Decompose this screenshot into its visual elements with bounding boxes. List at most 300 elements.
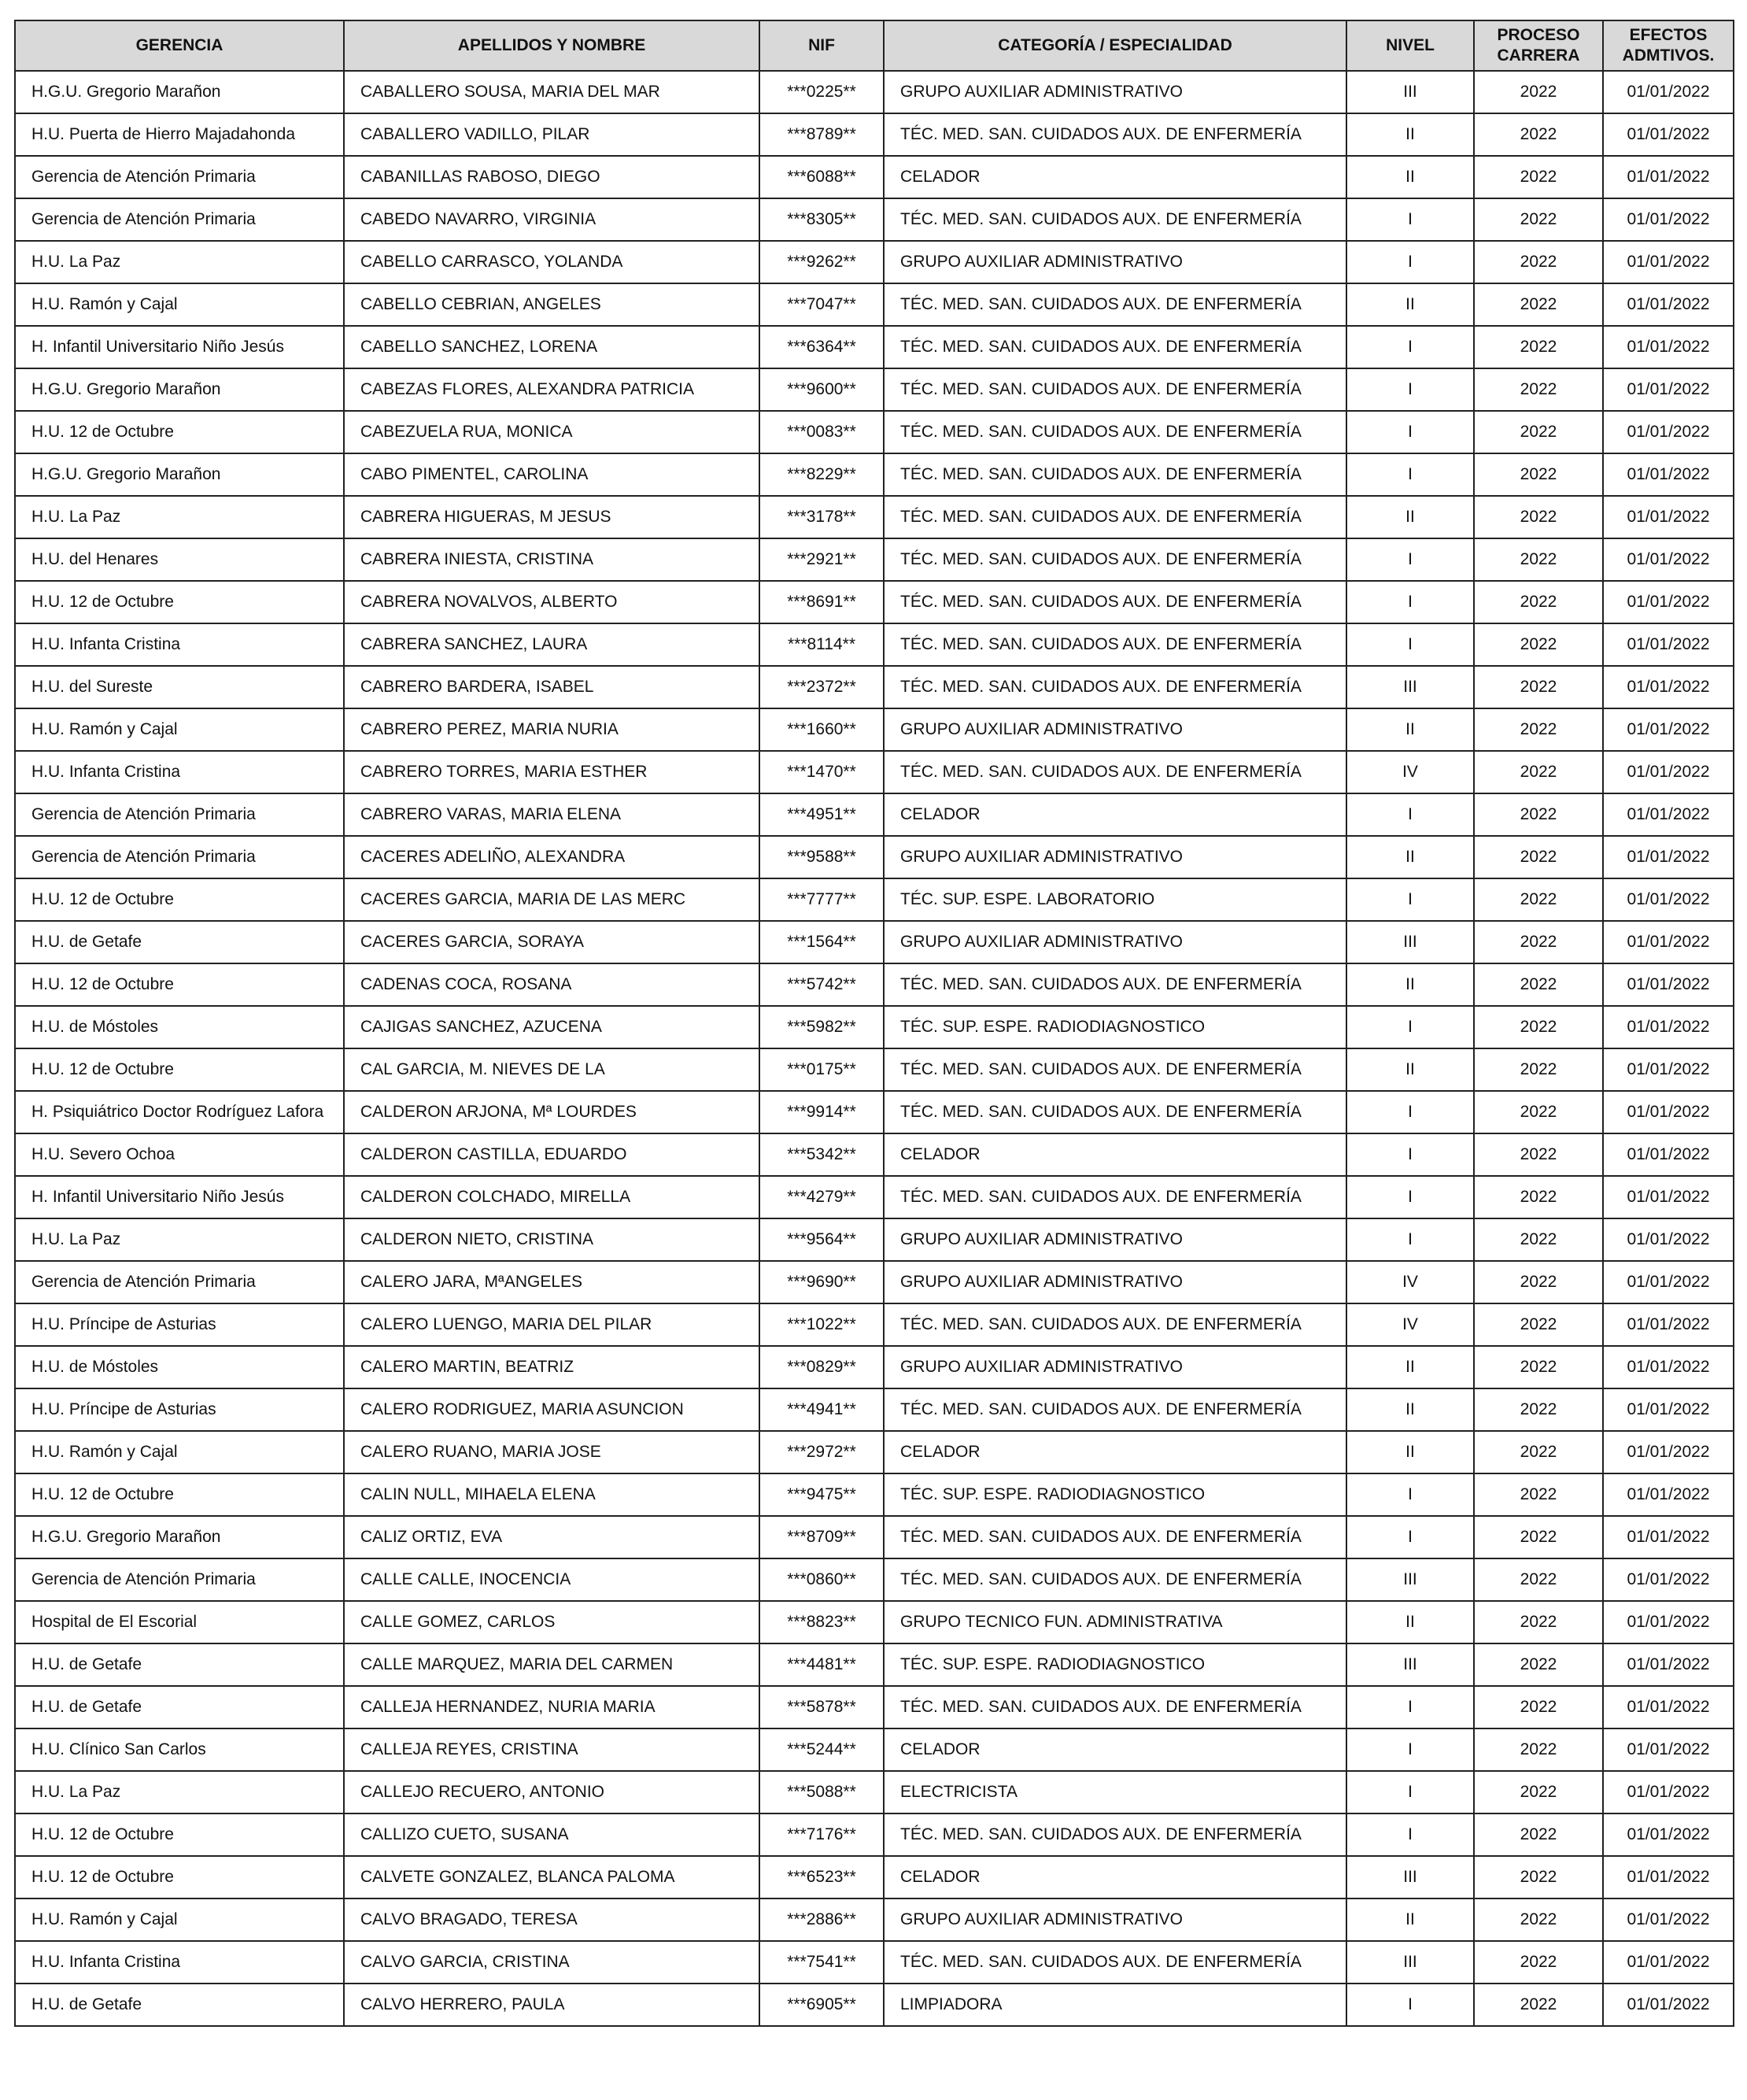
cell-proceso: 2022 <box>1474 411 1603 453</box>
cell-nombre: CABANILLAS RABOSO, DIEGO <box>344 156 759 198</box>
table-row <box>15 326 1734 368</box>
cell-proceso: 2022 <box>1474 1261 1603 1303</box>
cell-efectos: 01/01/2022 <box>1603 623 1734 666</box>
cell-proceso: 2022 <box>1474 1006 1603 1048</box>
table-row <box>15 156 1734 198</box>
cell-nif: ***2972** <box>759 1431 884 1473</box>
cell-nivel: II <box>1346 113 1474 156</box>
table-row <box>15 1091 1734 1133</box>
cell-proceso: 2022 <box>1474 241 1603 283</box>
cell-proceso: 2022 <box>1474 1856 1603 1899</box>
cell-nif: ***4951** <box>759 793 884 836</box>
table-row <box>15 1346 1734 1388</box>
cell-nivel: II <box>1346 1388 1474 1431</box>
cell-proceso: 2022 <box>1474 666 1603 708</box>
table-row <box>15 496 1734 538</box>
cell-nombre: CALERO RUANO, MARIA JOSE <box>344 1431 759 1473</box>
cell-nivel: I <box>1346 878 1474 921</box>
cell-gerencia: H.U. 12 de Octubre <box>15 1813 344 1856</box>
cell-efectos: 01/01/2022 <box>1603 241 1734 283</box>
cell-nombre: CALERO LUENGO, MARIA DEL PILAR <box>344 1303 759 1346</box>
cell-nombre: CABEDO NAVARRO, VIRGINIA <box>344 198 759 241</box>
cell-gerencia: H.U. Infanta Cristina <box>15 623 344 666</box>
cell-proceso: 2022 <box>1474 496 1603 538</box>
cell-nif: ***8229** <box>759 453 884 496</box>
cell-nif: ***8709** <box>759 1516 884 1558</box>
cell-proceso: 2022 <box>1474 453 1603 496</box>
cell-nif: ***5742** <box>759 963 884 1006</box>
cell-nivel: II <box>1346 1346 1474 1388</box>
table-body <box>15 71 1734 2026</box>
cell-nombre: CALVETE GONZALEZ, BLANCA PALOMA <box>344 1856 759 1899</box>
header-categoria: CATEGORÍA / ESPECIALIDAD <box>884 20 1346 71</box>
cell-categoria: GRUPO AUXILIAR ADMINISTRATIVO <box>884 1218 1346 1261</box>
cell-nif: ***8691** <box>759 581 884 623</box>
cell-efectos: 01/01/2022 <box>1603 1941 1734 1984</box>
cell-nivel: I <box>1346 411 1474 453</box>
cell-gerencia: H.U. 12 de Octubre <box>15 581 344 623</box>
cell-nombre: CALERO MARTIN, BEATRIZ <box>344 1346 759 1388</box>
cell-efectos: 01/01/2022 <box>1603 666 1734 708</box>
cell-proceso: 2022 <box>1474 1771 1603 1813</box>
cell-nombre: CABRERA NOVALVOS, ALBERTO <box>344 581 759 623</box>
cell-nivel: I <box>1346 1133 1474 1176</box>
table-row <box>15 1133 1734 1176</box>
cell-gerencia: H.U. de Getafe <box>15 1686 344 1728</box>
cell-nombre: CALLEJA HERNANDEZ, NURIA MARIA <box>344 1686 759 1728</box>
cell-nivel: III <box>1346 1643 1474 1686</box>
cell-proceso: 2022 <box>1474 1473 1603 1516</box>
header-nif: NIF <box>759 20 884 71</box>
cell-efectos: 01/01/2022 <box>1603 1006 1734 1048</box>
cell-nombre: CABRERO BARDERA, ISABEL <box>344 666 759 708</box>
header-efectos: EFECTOS ADMTIVOS. <box>1603 20 1734 71</box>
cell-categoria: TÉC. MED. SAN. CUIDADOS AUX. DE ENFERMERÍA <box>884 1091 1346 1133</box>
cell-efectos: 01/01/2022 <box>1603 453 1734 496</box>
cell-proceso: 2022 <box>1474 878 1603 921</box>
cell-categoria: TÉC. SUP. ESPE. LABORATORIO <box>884 878 1346 921</box>
table-row <box>15 113 1734 156</box>
cell-proceso: 2022 <box>1474 326 1603 368</box>
cell-proceso: 2022 <box>1474 538 1603 581</box>
cell-nombre: CABO PIMENTEL, CAROLINA <box>344 453 759 496</box>
cell-categoria: GRUPO AUXILIAR ADMINISTRATIVO <box>884 1261 1346 1303</box>
cell-nivel: II <box>1346 496 1474 538</box>
cell-nivel: I <box>1346 1984 1474 2026</box>
cell-nivel: II <box>1346 708 1474 751</box>
cell-nombre: CABRERA SANCHEZ, LAURA <box>344 623 759 666</box>
cell-categoria: CELADOR <box>884 1728 1346 1771</box>
cell-efectos: 01/01/2022 <box>1603 793 1734 836</box>
cell-nif: ***9588** <box>759 836 884 878</box>
cell-efectos: 01/01/2022 <box>1603 538 1734 581</box>
header-nombre: APELLIDOS Y NOMBRE <box>344 20 759 71</box>
cell-nivel: I <box>1346 198 1474 241</box>
cell-efectos: 01/01/2022 <box>1603 1176 1734 1218</box>
cell-gerencia: H. Psiquiátrico Doctor Rodríguez Lafora <box>15 1091 344 1133</box>
cell-nivel: IV <box>1346 1261 1474 1303</box>
cell-nombre: CABRERO VARAS, MARIA ELENA <box>344 793 759 836</box>
cell-nombre: CALVO GARCIA, CRISTINA <box>344 1941 759 1984</box>
cell-categoria: TÉC. MED. SAN. CUIDADOS AUX. DE ENFERMERÍA <box>884 1516 1346 1558</box>
table-row <box>15 751 1734 793</box>
cell-gerencia: H.U. Ramón y Cajal <box>15 1899 344 1941</box>
cell-efectos: 01/01/2022 <box>1603 836 1734 878</box>
cell-nivel: I <box>1346 241 1474 283</box>
cell-nif: ***1564** <box>759 921 884 963</box>
table-row <box>15 878 1734 921</box>
cell-proceso: 2022 <box>1474 1941 1603 1984</box>
cell-efectos: 01/01/2022 <box>1603 581 1734 623</box>
cell-nivel: III <box>1346 71 1474 113</box>
cell-categoria: TÉC. MED. SAN. CUIDADOS AUX. DE ENFERMERÍA <box>884 496 1346 538</box>
table-row <box>15 708 1734 751</box>
table-row <box>15 1176 1734 1218</box>
cell-proceso: 2022 <box>1474 156 1603 198</box>
cell-efectos: 01/01/2022 <box>1603 411 1734 453</box>
cell-categoria: TÉC. MED. SAN. CUIDADOS AUX. DE ENFERMERÍA <box>884 963 1346 1006</box>
cell-categoria: GRUPO TECNICO FUN. ADMINISTRATIVA <box>884 1601 1346 1643</box>
cell-categoria: GRUPO AUXILIAR ADMINISTRATIVO <box>884 921 1346 963</box>
cell-nivel: II <box>1346 1048 1474 1091</box>
cell-nombre: CABRERA INIESTA, CRISTINA <box>344 538 759 581</box>
cell-nif: ***0225** <box>759 71 884 113</box>
cell-gerencia: Hospital de El Escorial <box>15 1601 344 1643</box>
cell-categoria: CELADOR <box>884 1431 1346 1473</box>
cell-categoria: TÉC. MED. SAN. CUIDADOS AUX. DE ENFERMERÍA <box>884 581 1346 623</box>
cell-gerencia: H.U. de Getafe <box>15 1984 344 2026</box>
cell-nivel: I <box>1346 1218 1474 1261</box>
cell-nif: ***9262** <box>759 241 884 283</box>
table-row <box>15 1218 1734 1261</box>
cell-gerencia: Gerencia de Atención Primaria <box>15 836 344 878</box>
cell-gerencia: Gerencia de Atención Primaria <box>15 198 344 241</box>
cell-nivel: III <box>1346 1941 1474 1984</box>
cell-proceso: 2022 <box>1474 113 1603 156</box>
cell-nivel: I <box>1346 1771 1474 1813</box>
cell-proceso: 2022 <box>1474 1558 1603 1601</box>
cell-gerencia: H.U. del Henares <box>15 538 344 581</box>
cell-categoria: CELADOR <box>884 793 1346 836</box>
table-row <box>15 1516 1734 1558</box>
cell-categoria: TÉC. MED. SAN. CUIDADOS AUX. DE ENFERMERÍA <box>884 1558 1346 1601</box>
cell-nif: ***5342** <box>759 1133 884 1176</box>
cell-nif: ***6364** <box>759 326 884 368</box>
cell-efectos: 01/01/2022 <box>1603 198 1734 241</box>
table-row <box>15 1771 1734 1813</box>
cell-categoria: GRUPO AUXILIAR ADMINISTRATIVO <box>884 836 1346 878</box>
cell-efectos: 01/01/2022 <box>1603 1643 1734 1686</box>
cell-nif: ***5878** <box>759 1686 884 1728</box>
cell-efectos: 01/01/2022 <box>1603 1473 1734 1516</box>
cell-nombre: CABRERA HIGUERAS, M JESUS <box>344 496 759 538</box>
cell-proceso: 2022 <box>1474 1813 1603 1856</box>
cell-gerencia: H.U. de Móstoles <box>15 1346 344 1388</box>
header-proceso: PROCESO CARRERA <box>1474 20 1603 71</box>
cell-nombre: CALLE GOMEZ, CARLOS <box>344 1601 759 1643</box>
cell-nivel: IV <box>1346 751 1474 793</box>
cell-nif: ***9564** <box>759 1218 884 1261</box>
table-row <box>15 666 1734 708</box>
cell-nivel: I <box>1346 1728 1474 1771</box>
cell-nivel: I <box>1346 1006 1474 1048</box>
cell-nif: ***9914** <box>759 1091 884 1133</box>
table-row <box>15 1431 1734 1473</box>
cell-nivel: III <box>1346 1856 1474 1899</box>
cell-proceso: 2022 <box>1474 1601 1603 1643</box>
cell-nif: ***5088** <box>759 1771 884 1813</box>
table-row <box>15 1856 1734 1899</box>
cell-nombre: CALVO BRAGADO, TERESA <box>344 1899 759 1941</box>
cell-nif: ***5244** <box>759 1728 884 1771</box>
cell-nombre: CABRERO PEREZ, MARIA NURIA <box>344 708 759 751</box>
cell-nombre: CAJIGAS SANCHEZ, AZUCENA <box>344 1006 759 1048</box>
cell-categoria: TÉC. MED. SAN. CUIDADOS AUX. DE ENFERMERÍA <box>884 1303 1346 1346</box>
cell-proceso: 2022 <box>1474 1303 1603 1346</box>
cell-gerencia: H.U. Severo Ochoa <box>15 1133 344 1176</box>
cell-nif: ***0175** <box>759 1048 884 1091</box>
cell-efectos: 01/01/2022 <box>1603 283 1734 326</box>
table-row <box>15 963 1734 1006</box>
cell-nivel: I <box>1346 1516 1474 1558</box>
cell-gerencia: H.U. La Paz <box>15 496 344 538</box>
cell-nivel: I <box>1346 1686 1474 1728</box>
cell-nif: ***2372** <box>759 666 884 708</box>
cell-nif: ***9475** <box>759 1473 884 1516</box>
cell-nif: ***5982** <box>759 1006 884 1048</box>
cell-nif: ***8789** <box>759 113 884 156</box>
cell-nombre: CABALLERO SOUSA, MARIA DEL MAR <box>344 71 759 113</box>
cell-nivel: III <box>1346 1558 1474 1601</box>
cell-gerencia: Gerencia de Atención Primaria <box>15 1558 344 1601</box>
cell-nombre: CABELLO SANCHEZ, LORENA <box>344 326 759 368</box>
cell-nombre: CALDERON NIETO, CRISTINA <box>344 1218 759 1261</box>
cell-categoria: TÉC. MED. SAN. CUIDADOS AUX. DE ENFERMERÍA <box>884 1388 1346 1431</box>
cell-categoria: CELADOR <box>884 1133 1346 1176</box>
cell-nombre: CALLEJA REYES, CRISTINA <box>344 1728 759 1771</box>
table-row <box>15 623 1734 666</box>
cell-gerencia: H.U. Clínico San Carlos <box>15 1728 344 1771</box>
cell-categoria: TÉC. MED. SAN. CUIDADOS AUX. DE ENFERMERÍA <box>884 1941 1346 1984</box>
cell-gerencia: H.U. La Paz <box>15 1218 344 1261</box>
cell-proceso: 2022 <box>1474 1048 1603 1091</box>
cell-categoria: TÉC. SUP. ESPE. RADIODIAGNOSTICO <box>884 1643 1346 1686</box>
table-row <box>15 1728 1734 1771</box>
cell-categoria: GRUPO AUXILIAR ADMINISTRATIVO <box>884 708 1346 751</box>
cell-categoria: ELECTRICISTA <box>884 1771 1346 1813</box>
cell-nivel: III <box>1346 921 1474 963</box>
cell-categoria: TÉC. MED. SAN. CUIDADOS AUX. DE ENFERMERÍA <box>884 283 1346 326</box>
cell-proceso: 2022 <box>1474 1728 1603 1771</box>
cell-nif: ***2921** <box>759 538 884 581</box>
cell-nivel: I <box>1346 368 1474 411</box>
cell-categoria: TÉC. SUP. ESPE. RADIODIAGNOSTICO <box>884 1006 1346 1048</box>
cell-nif: ***4279** <box>759 1176 884 1218</box>
cell-nombre: CABEZAS FLORES, ALEXANDRA PATRICIA <box>344 368 759 411</box>
cell-efectos: 01/01/2022 <box>1603 1899 1734 1941</box>
cell-gerencia: H.U. Infanta Cristina <box>15 751 344 793</box>
cell-efectos: 01/01/2022 <box>1603 368 1734 411</box>
cell-efectos: 01/01/2022 <box>1603 1813 1734 1856</box>
header-row <box>15 20 1734 71</box>
cell-nivel: I <box>1346 1091 1474 1133</box>
cell-nivel: I <box>1346 453 1474 496</box>
table-row <box>15 283 1734 326</box>
cell-proceso: 2022 <box>1474 1431 1603 1473</box>
table-row <box>15 581 1734 623</box>
table-row <box>15 1048 1734 1091</box>
cell-proceso: 2022 <box>1474 623 1603 666</box>
cell-nombre: CACERES GARCIA, MARIA DE LAS MERC <box>344 878 759 921</box>
cell-categoria: TÉC. MED. SAN. CUIDADOS AUX. DE ENFERMERÍA <box>884 538 1346 581</box>
cell-proceso: 2022 <box>1474 963 1603 1006</box>
table-row <box>15 1984 1734 2026</box>
cell-nivel: I <box>1346 1176 1474 1218</box>
table-row <box>15 1601 1734 1643</box>
cell-categoria: TÉC. MED. SAN. CUIDADOS AUX. DE ENFERMERÍA <box>884 113 1346 156</box>
table-row <box>15 453 1734 496</box>
table-row <box>15 1686 1734 1728</box>
cell-nombre: CALDERON ARJONA, Mª LOURDES <box>344 1091 759 1133</box>
cell-gerencia: H.U. 12 de Octubre <box>15 963 344 1006</box>
cell-efectos: 01/01/2022 <box>1603 1346 1734 1388</box>
cell-proceso: 2022 <box>1474 708 1603 751</box>
table-row <box>15 368 1734 411</box>
cell-efectos: 01/01/2022 <box>1603 1261 1734 1303</box>
table-row <box>15 538 1734 581</box>
cell-efectos: 01/01/2022 <box>1603 878 1734 921</box>
cell-categoria: LIMPIADORA <box>884 1984 1346 2026</box>
header-nivel: NIVEL <box>1346 20 1474 71</box>
cell-nif: ***9690** <box>759 1261 884 1303</box>
cell-nombre: CABEZUELA RUA, MONICA <box>344 411 759 453</box>
cell-proceso: 2022 <box>1474 581 1603 623</box>
cell-gerencia: H.U. Infanta Cristina <box>15 1941 344 1984</box>
cell-categoria: TÉC. MED. SAN. CUIDADOS AUX. DE ENFERMERÍA <box>884 666 1346 708</box>
table-row <box>15 1899 1734 1941</box>
table-row <box>15 1941 1734 1984</box>
cell-nombre: CALLE MARQUEZ, MARIA DEL CARMEN <box>344 1643 759 1686</box>
cell-gerencia: H.U. 12 de Octubre <box>15 411 344 453</box>
cell-proceso: 2022 <box>1474 283 1603 326</box>
cell-categoria: TÉC. MED. SAN. CUIDADOS AUX. DE ENFERMERÍA <box>884 623 1346 666</box>
cell-nombre: CALVO HERRERO, PAULA <box>344 1984 759 2026</box>
cell-nif: ***4941** <box>759 1388 884 1431</box>
cell-proceso: 2022 <box>1474 71 1603 113</box>
cell-efectos: 01/01/2022 <box>1603 1303 1734 1346</box>
cell-categoria: TÉC. MED. SAN. CUIDADOS AUX. DE ENFERMERÍA <box>884 368 1346 411</box>
cell-nivel: I <box>1346 1813 1474 1856</box>
staff-table <box>14 20 1734 2027</box>
cell-categoria: GRUPO AUXILIAR ADMINISTRATIVO <box>884 241 1346 283</box>
document-page <box>14 20 1734 2027</box>
cell-gerencia: H.G.U. Gregorio Marañon <box>15 1516 344 1558</box>
cell-nombre: CABELLO CEBRIAN, ANGELES <box>344 283 759 326</box>
cell-efectos: 01/01/2022 <box>1603 71 1734 113</box>
cell-proceso: 2022 <box>1474 836 1603 878</box>
cell-proceso: 2022 <box>1474 1346 1603 1388</box>
cell-nivel: II <box>1346 283 1474 326</box>
cell-proceso: 2022 <box>1474 1899 1603 1941</box>
cell-nif: ***9600** <box>759 368 884 411</box>
cell-nivel: II <box>1346 1601 1474 1643</box>
cell-nivel: II <box>1346 156 1474 198</box>
cell-gerencia: H. Infantil Universitario Niño Jesús <box>15 1176 344 1218</box>
cell-proceso: 2022 <box>1474 751 1603 793</box>
cell-gerencia: H.U. de Getafe <box>15 921 344 963</box>
table-row <box>15 1388 1734 1431</box>
cell-gerencia: H.U. 12 de Octubre <box>15 1048 344 1091</box>
cell-efectos: 01/01/2022 <box>1603 496 1734 538</box>
table-header <box>15 20 1734 71</box>
cell-categoria: CELADOR <box>884 1856 1346 1899</box>
cell-nivel: I <box>1346 326 1474 368</box>
cell-proceso: 2022 <box>1474 1686 1603 1728</box>
cell-categoria: GRUPO AUXILIAR ADMINISTRATIVO <box>884 71 1346 113</box>
cell-categoria: TÉC. SUP. ESPE. RADIODIAGNOSTICO <box>884 1473 1346 1516</box>
cell-efectos: 01/01/2022 <box>1603 156 1734 198</box>
cell-categoria: CELADOR <box>884 156 1346 198</box>
cell-proceso: 2022 <box>1474 1218 1603 1261</box>
table-row <box>15 1813 1734 1856</box>
cell-efectos: 01/01/2022 <box>1603 1133 1734 1176</box>
cell-gerencia: H.G.U. Gregorio Marañon <box>15 71 344 113</box>
cell-nombre: CALERO RODRIGUEZ, MARIA ASUNCION <box>344 1388 759 1431</box>
table-row <box>15 921 1734 963</box>
cell-nif: ***4481** <box>759 1643 884 1686</box>
cell-nombre: CACERES ADELIÑO, ALEXANDRA <box>344 836 759 878</box>
table-row <box>15 1473 1734 1516</box>
table-row <box>15 1643 1734 1686</box>
table-row <box>15 1261 1734 1303</box>
cell-gerencia: H.U. Ramón y Cajal <box>15 283 344 326</box>
cell-nombre: CALLIZO CUETO, SUSANA <box>344 1813 759 1856</box>
cell-gerencia: H.U. Príncipe de Asturias <box>15 1388 344 1431</box>
cell-nivel: I <box>1346 1473 1474 1516</box>
table-row <box>15 1558 1734 1601</box>
cell-nif: ***8114** <box>759 623 884 666</box>
cell-nif: ***0860** <box>759 1558 884 1601</box>
cell-gerencia: Gerencia de Atención Primaria <box>15 1261 344 1303</box>
cell-nombre: CALDERON CASTILLA, EDUARDO <box>344 1133 759 1176</box>
cell-proceso: 2022 <box>1474 1984 1603 2026</box>
table-row <box>15 1006 1734 1048</box>
table-row <box>15 241 1734 283</box>
cell-nombre: CALLE CALLE, INOCENCIA <box>344 1558 759 1601</box>
cell-nivel: I <box>1346 793 1474 836</box>
cell-gerencia: H.U. La Paz <box>15 1771 344 1813</box>
cell-proceso: 2022 <box>1474 1091 1603 1133</box>
cell-categoria: TÉC. MED. SAN. CUIDADOS AUX. DE ENFERMERÍA <box>884 453 1346 496</box>
cell-gerencia: H.U. La Paz <box>15 241 344 283</box>
table-row <box>15 71 1734 113</box>
cell-nif: ***1022** <box>759 1303 884 1346</box>
cell-gerencia: H.G.U. Gregorio Marañon <box>15 453 344 496</box>
table-row <box>15 198 1734 241</box>
cell-efectos: 01/01/2022 <box>1603 1558 1734 1601</box>
cell-efectos: 01/01/2022 <box>1603 1601 1734 1643</box>
cell-categoria: TÉC. MED. SAN. CUIDADOS AUX. DE ENFERMERÍA <box>884 326 1346 368</box>
cell-gerencia: H.U. Príncipe de Asturias <box>15 1303 344 1346</box>
cell-categoria: GRUPO AUXILIAR ADMINISTRATIVO <box>884 1899 1346 1941</box>
cell-efectos: 01/01/2022 <box>1603 1218 1734 1261</box>
cell-nivel: II <box>1346 963 1474 1006</box>
cell-categoria: TÉC. MED. SAN. CUIDADOS AUX. DE ENFERMERÍA <box>884 198 1346 241</box>
header-gerencia: GERENCIA <box>15 20 344 71</box>
cell-gerencia: H.U. 12 de Octubre <box>15 878 344 921</box>
cell-efectos: 01/01/2022 <box>1603 1388 1734 1431</box>
cell-efectos: 01/01/2022 <box>1603 751 1734 793</box>
